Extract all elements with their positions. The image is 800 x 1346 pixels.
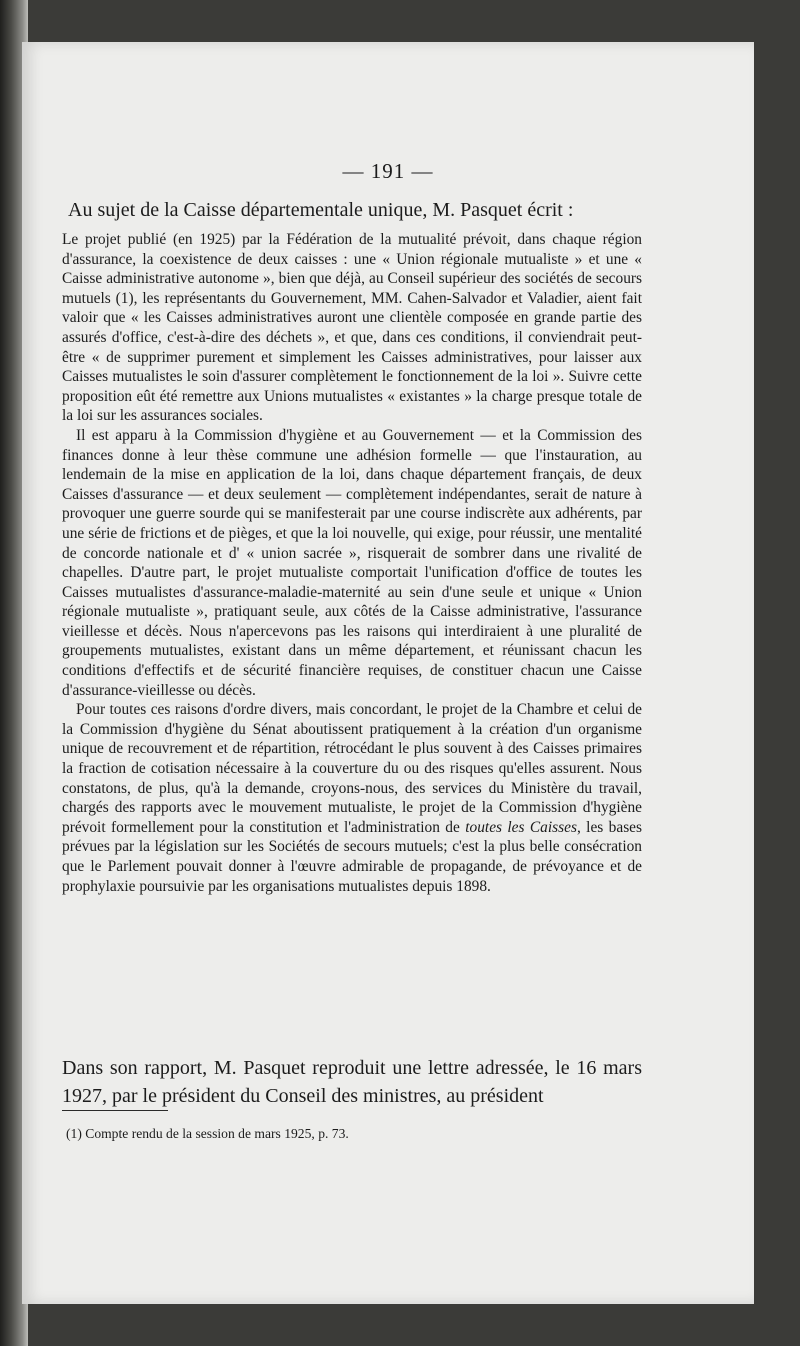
quote-paragraph-3-end: , les bases prévues par la législation sur les Sociétés de secours mutuels; c'est la plus belle consécration que le Parlement pouvait donner à l'œuvre admirable de propagande, de prévoyance et de prophylaxie poursuivie par les organisations mutualistes depuis 1898. — [62, 818, 643, 895]
quoted-passage — [62, 230, 642, 896]
closing-paragraph: Dans son rapport, M. Pasquet reproduit une lettre adressée, le 16 mars 1927, par le président du Conseil des ministres, au président — [62, 1057, 642, 1107]
quote-paragraph-1: Le projet publié (en 1925) par la Fédération de la mutualité prévoit, dans chaque région d'assurance, la coexistence de deux caisses : une « Union régionale mutualiste » et une « Caisse administrative autonome », bien que déjà, au Conseil supérieur des sociétés de secours mutuels (1), les représentants du Gouvernement, MM. Cahen-Salvador et Valadier, aient fait valoir que « les Caisses administratives auront une clientèle composée en grande partie des assurés d'office, c'est-à-dire des déchets », et que, dans ces conditions, il conviendrait peut-être « de supprimer purement et simplement les Caisses administratives, pour laisser aux Caisses mutualistes le soin d'assurer complètement le fonctionnement de la loi ». Suivre cette proposition eût été remettre aux Unions mutualistes « existantes » la charge presque totale de la loi sur les assurances sociales. — [62, 231, 642, 425]
italic-phrase: toutes les Caisses — [465, 818, 577, 836]
document-page — [22, 42, 754, 1304]
quote-paragraph-3-start: Pour toutes ces raisons d'ordre divers, mais concordant, le projet de la Chambre et celui de la Commission d'hygiène du Sénat aboutissent pratiquement à la création d'un organisme unique de recouvrement et de répartition, rétrocédant le plus souvent à des Caisses primaires la fraction de cotisation nécessaire à la couverture du ou des risques qu'elles assurent. Nous constatons, de plus, qu'à la demande, croyons-nous, des services du Ministère du travail, chargés des rapports avec le mouvement mutualiste, le projet de la Commission d'hygiène prévoit formellement pour la constitution et l'administration de — [62, 701, 642, 836]
intro-paragraph: Au sujet de la Caisse départementale unique, M. Pasquet écrit : — [68, 199, 574, 221]
footnote-divider — [62, 1110, 168, 1111]
quote-paragraph-3 — [62, 700, 642, 896]
footnote: (1) Compte rendu de la session de mars 1925, p. 73. — [66, 1126, 349, 1141]
page-number: — 191 — — [342, 159, 434, 183]
quote-paragraph-2: Il est apparu à la Commission d'hygiène et au Gouvernement — et la Commission des finances donne à leur thèse commune une adhésion formelle — que l'instauration, au lendemain de la mise en application de la loi, dans chaque département français, de deux Caisses d'assurance — et deux seulement — complètement indépendantes, serait de nature à provoquer une guerre sourde qui se manifesterait par une course indiscrète aux adhérents, par une série de frictions et de pièges, et que la loi nouvelle, qui exige, pour réussir, une mentalité de concorde nationale et d' « union sacrée », risquerait de sombrer dans une rivalité de chapelles. D'autre part, le projet mutualiste comportait l'unification d'office de toutes les Caisses mutualistes d'assurance-maladie-maternité au sein d'une seule et unique « Union régionale mutualiste », pratiquant seule, aux côtés de la Caisse administrative, l'assurance vieillesse et décès. Nous n'apercevons pas les raisons qui interdiraient à une pluralité de groupements mutualistes, existant dans un même département, et réunissant chacun les conditions d'effectifs et de sécurité financière requises, de constituer chacun une Caisse d'assurance-vieillesse ou décès. — [62, 426, 642, 699]
